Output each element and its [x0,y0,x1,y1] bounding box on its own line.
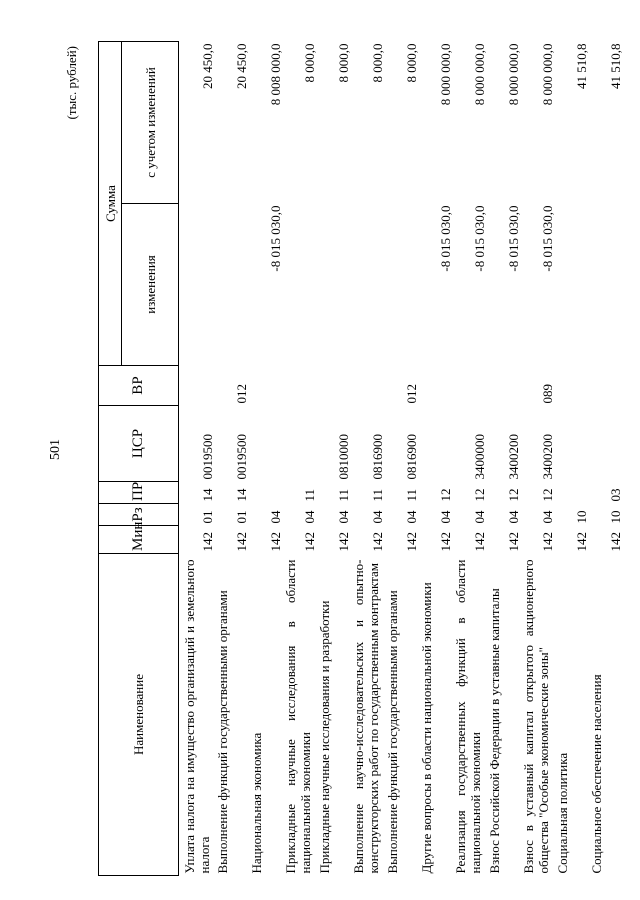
table-row [283,42,317,876]
row-changes [589,204,623,366]
row-csr [419,406,453,482]
table-row [487,42,521,876]
row-pr: 12 [505,488,521,502]
table-body [179,42,623,876]
row-vr: 012 [233,384,249,404]
row-pr: 12 [471,488,487,502]
row-min: 142 [233,532,249,552]
row-rz: 04 [403,510,419,524]
row-pr: 11 [369,488,385,502]
row-changes [555,204,589,366]
row-rz: 04 [267,510,283,524]
row-name: Уплата налога на имущество организаций и земельного налога [182,559,212,874]
table-row [317,42,351,876]
row-min: 142 [505,532,521,552]
row-vr [555,366,589,406]
row-total: 41 510,8 [607,43,623,89]
row-pr: 12 [539,488,555,502]
header-name: Наименование [99,554,179,876]
table-row [215,42,249,876]
header-sum: Сумма [99,42,122,366]
row-pr: 12 [437,488,453,502]
row-rz: 10 [573,510,589,524]
row-pr: 11 [335,488,351,502]
row-vr: 012 [403,384,419,404]
header-min: Мин [99,526,179,554]
units-label: (тыс. рублей) [64,46,79,120]
row-csr: 3400000 [471,434,487,480]
row-vr [179,366,215,406]
row-csr [283,406,317,482]
row-name: Взнос в уставный капитал открытого акционерного общества "Особые экономические зоны" [520,559,551,874]
row-csr: 0816900 [403,434,419,480]
row-min: 142 [437,532,453,552]
header-vr: ВР [99,366,179,406]
row-vr [249,366,283,406]
row-total: 41 510,8 [573,43,589,89]
row-min: 142 [335,532,351,552]
row-total: 20 450,0 [199,43,215,89]
row-csr: 0810000 [335,434,351,480]
row-vr [453,366,487,406]
row-name: Прикладные научные исследования и разработки [316,600,332,874]
row-csr: 3400200 [539,434,555,480]
row-csr: 0019500 [233,434,249,480]
budget-table [98,41,623,876]
row-changes [215,204,249,366]
row-csr [589,406,623,482]
row-rz: 10 [607,510,623,524]
row-name: Реализация государственных функций в области национальной экономики [452,559,483,874]
row-total: 8 000 000,0 [471,43,487,106]
row-rz: 04 [505,510,521,524]
row-total: 20 450,0 [233,43,249,89]
row-changes: -8 015 030,0 [539,205,555,272]
row-changes [283,204,317,366]
table-row [179,42,215,876]
row-csr [555,406,589,482]
row-name: Прикладные научные исследования в области национальной экономики [282,559,313,874]
header-with-changes: с учетом изменений [122,42,179,204]
page-number: 501 [48,439,63,460]
table-header [99,42,179,876]
row-total: 8 008 000,0 [267,43,283,106]
row-rz: 04 [539,510,555,524]
table-row [589,42,623,876]
row-rz: 04 [471,510,487,524]
table-row [453,42,487,876]
row-name: Выполнение функций государственными органами [214,590,230,874]
row-vr [317,366,351,406]
row-total: 8 000,0 [335,43,351,83]
row-changes [351,204,385,366]
row-vr: 089 [539,384,555,404]
row-csr: 0019500 [199,434,215,480]
table-row [521,42,555,876]
table-row [385,42,419,876]
header-rz: Рз [99,504,179,526]
row-total: 8 000,0 [301,43,317,83]
row-rz: 04 [369,510,385,524]
row-min: 142 [267,532,283,552]
row-name: Социальная политика [554,752,570,874]
row-vr [419,366,453,406]
row-csr: 0816900 [369,434,385,480]
row-name: Социальное обеспечение населения [588,674,604,874]
row-changes [179,204,215,366]
header-pr: ПР [99,482,179,504]
row-total: 8 000 000,0 [437,43,453,106]
row-min: 142 [573,532,589,552]
row-name: Выполнение научно-исследовательских и опытно-конструкторских работ по государственным контрактам [350,559,381,874]
row-total: 8 000,0 [369,43,385,83]
row-pr: 14 [199,488,215,502]
header-changes: изменения [122,204,179,366]
row-pr: 11 [301,488,317,502]
row-changes: -8 015 030,0 [505,205,521,272]
table-row [249,42,283,876]
row-changes [317,204,351,366]
row-pr: 14 [233,488,249,502]
row-rz: 01 [233,510,249,524]
row-vr [351,366,385,406]
row-rz: 04 [437,510,453,524]
row-pr [555,482,589,504]
row-min: 142 [471,532,487,552]
row-vr [487,366,521,406]
row-min: 142 [369,532,385,552]
row-changes: -8 015 030,0 [267,205,283,272]
row-total: 8 000 000,0 [505,43,521,106]
table-row [555,42,589,876]
row-min: 142 [539,532,555,552]
row-total: 8 000,0 [403,43,419,83]
table-row [351,42,385,876]
row-min: 142 [199,532,215,552]
row-csr [249,406,283,482]
row-vr [283,366,317,406]
row-name: Выполнение функций государственными органами [384,590,400,874]
row-name: Национальная экономика [248,732,264,874]
row-changes: -8 015 030,0 [437,205,453,272]
row-name: Другие вопросы в области национальной экономики [418,582,434,874]
row-pr: 03 [607,488,623,502]
row-vr [589,366,623,406]
row-min: 142 [301,532,317,552]
row-csr: 3400200 [505,434,521,480]
row-min: 142 [403,532,419,552]
row-min: 142 [607,532,623,552]
row-rz: 04 [335,510,351,524]
row-total: 8 000 000,0 [539,43,555,106]
row-name: Взнос Российской Федерации в уставные капиталы [486,588,502,874]
row-pr: 11 [403,488,419,502]
row-rz: 01 [199,510,215,524]
rotated-document-content [64,42,623,876]
row-changes [385,204,419,366]
header-csr: ЦСР [99,406,179,482]
row-pr [249,482,283,504]
row-changes: -8 015 030,0 [471,205,487,272]
table-row [419,42,453,876]
row-rz: 04 [301,510,317,524]
